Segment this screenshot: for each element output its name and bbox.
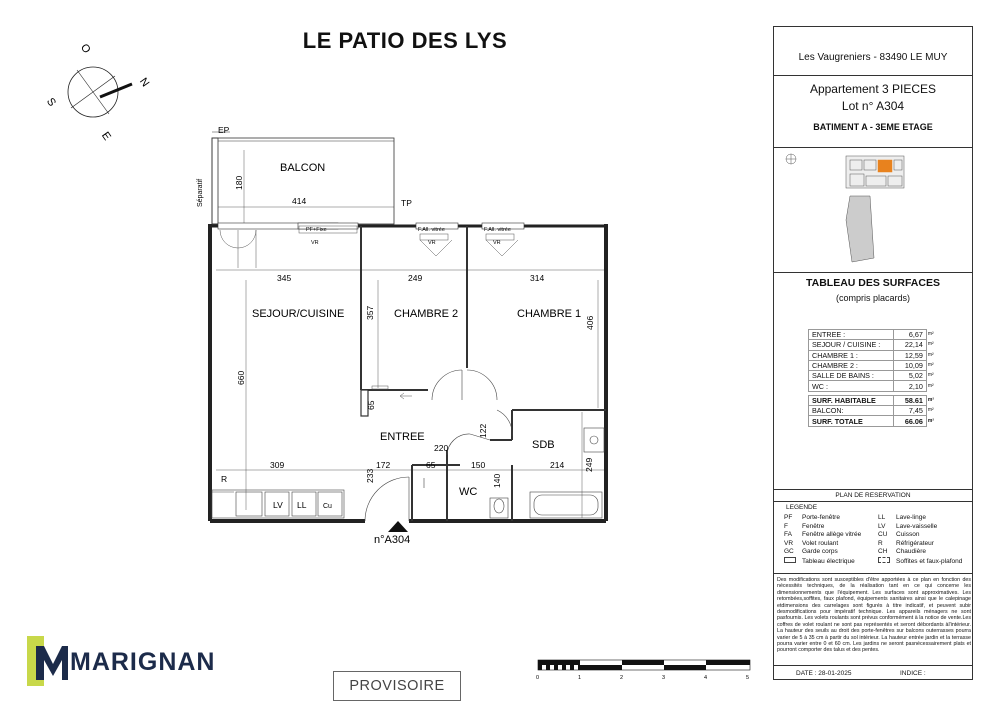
fridge-label: R	[221, 474, 228, 484]
separatif-label: Séparatif	[197, 178, 204, 207]
surfaces-subtitle: (compris placards)	[835, 293, 911, 303]
surface-label: SEJOUR / CUISINE :	[809, 340, 894, 350]
compass-s: S	[43, 95, 59, 109]
surface-row	[809, 381, 936, 391]
legend-right	[878, 514, 962, 567]
dim-249b: 249	[584, 457, 594, 472]
bathroom-fixtures	[424, 428, 604, 518]
legend-text: Tableau électrique	[802, 557, 855, 565]
marignan-logo-icon	[27, 636, 68, 686]
plan-indice: INDICE :	[900, 670, 926, 677]
legend-code: LV	[878, 522, 886, 530]
legend-text: Lave-linge	[896, 514, 926, 521]
surfaces-title: TABLEAU DES SURFACES	[806, 277, 940, 289]
legend-code: PF	[784, 514, 793, 521]
scale-tick-2: 2	[620, 675, 624, 681]
surface-row	[809, 371, 936, 381]
balcon-label: BALCON:	[809, 406, 894, 416]
dim-660: 660	[236, 370, 246, 385]
dim-65-vertical: 65	[366, 400, 376, 410]
dim-414: 414	[292, 196, 307, 206]
legend-item	[878, 523, 962, 532]
surface-value: 6,67	[893, 330, 926, 340]
fall-vitree-1: F.All. vitrée	[418, 227, 445, 233]
legend-code: CH	[878, 548, 888, 556]
habitable-label: SURF. HABITABLE	[809, 395, 894, 405]
surface-row	[809, 350, 936, 360]
surface-value: 22,14	[893, 340, 926, 350]
ll-label: LL	[297, 500, 307, 510]
room-entree: ENTREE	[380, 431, 425, 443]
info-panel	[773, 26, 973, 680]
pf-fixe-label: PF+Fixe	[306, 227, 327, 233]
totale-row	[809, 416, 936, 426]
surface-label: CHAMBRE 2 :	[809, 360, 894, 370]
legend-code: LL	[878, 514, 886, 521]
panel-icon	[784, 557, 802, 567]
surface-unit: m²	[927, 382, 934, 389]
surface-label: ENTREE :	[809, 330, 894, 340]
legend-text: Chaudière	[896, 548, 926, 556]
balcon-value: 7,45	[893, 406, 926, 416]
dim-140: 140	[492, 473, 502, 488]
legend-title: LEGENDE	[786, 504, 818, 511]
legend-code: GC	[784, 548, 794, 556]
legend-item	[878, 514, 962, 523]
compass-icon	[44, 42, 151, 143]
disclaimer-notes: Des modifications sont susceptibles d'être apportées à ce plan en fonction des nécessités techniques, de la réalisation tant en ce qui concerne les dimensionnements que l'équipement. Les surfaces sont approximatives. Les retombées,soffites, faux plafond, équipements sanitaires ainsi que le calepinage etdimensions des carrelages sont figurés à titre indicatif, et peuvent subir desmodifications pour impératif technique. Les appareils ménagers ne sont pasfournis. Les volets roulants sont prévus conformément à la notice de vente.Les coffres de volet roulant ne sont pas représentés et seront débordants àl'intérieur. La hauteur des seuils au droit des porte-fenêtres sur balcons outerrasses pourra varier de 5 à 35 cm à partir du sol intérieur. La hauteur entrée jardin et la terrasse pourra varier entre 0 et 60 cm. Les jardins ne seront pasnécessairement plats et pourront comporter des talus et des pentes.	[777, 577, 971, 654]
legend-code: F	[784, 522, 788, 530]
room-sdb: SDB	[532, 439, 555, 451]
legend-left	[784, 514, 861, 567]
legend-code: FA	[784, 531, 792, 539]
legend-text: Garde corps	[802, 548, 838, 556]
reservation-title: PLAN DE RESERVATION	[835, 492, 911, 499]
room-chambre1: CHAMBRE 1	[517, 308, 582, 320]
surface-value: 10,09	[893, 360, 926, 370]
legend-text: Porte-fenêtre	[802, 514, 840, 521]
dim-220: 220	[434, 443, 449, 453]
room-balcon: BALCON	[280, 162, 326, 174]
surface-unit: m²	[927, 341, 934, 348]
surface-unit: m²	[927, 372, 934, 379]
scale-bar	[536, 660, 750, 681]
legend-item	[784, 523, 861, 532]
dim-406: 406	[585, 315, 595, 330]
balcon-unit: m²	[927, 407, 934, 414]
scale-tick-0: 0	[536, 675, 540, 681]
address: Les Vaugreniers - 83490 LE MUY	[798, 52, 948, 63]
compass-e: E	[98, 129, 114, 143]
cu-label: Cu	[323, 503, 332, 510]
dim-233: 233	[365, 468, 375, 483]
brand-logo-text: MARIGNAN	[70, 648, 216, 676]
surfaces-table	[808, 329, 936, 427]
project-title: LE PATIO DES LYS	[302, 28, 508, 53]
legend-item	[878, 548, 962, 557]
surface-unit: m²	[927, 351, 934, 358]
legend-item	[784, 548, 861, 557]
legend-item	[784, 514, 861, 523]
legend-code: VR	[784, 539, 794, 547]
compass-o: O	[77, 41, 93, 56]
legend-text: Réfrigérateur	[896, 539, 934, 547]
legend-text: Fenêtre allège vitrée	[802, 531, 862, 539]
plan-date: DATE : 28-01-2025	[796, 670, 852, 677]
surface-row	[809, 360, 936, 370]
window-swings	[220, 230, 518, 268]
surface-label: CHAMBRE 1 :	[809, 350, 894, 360]
totale-unit: m²	[927, 417, 934, 424]
compass-n: N	[136, 75, 152, 90]
surface-unit: m²	[927, 331, 934, 338]
interior-walls	[361, 226, 606, 521]
dim-180: 180	[234, 175, 244, 190]
legend-text: Volet roulant	[802, 539, 839, 547]
totale-value: 66.06	[893, 416, 926, 426]
dim-309: 309	[270, 460, 285, 470]
surface-label: WC :	[809, 381, 894, 391]
exterior-walls	[210, 224, 606, 521]
dim-122: 122	[478, 423, 488, 438]
habitable-row	[809, 395, 936, 405]
surface-unit: m²	[927, 362, 934, 369]
lot-marker: n°A304	[374, 534, 411, 546]
apartment-type: Appartement 3 PIECES	[809, 82, 937, 96]
legend-item	[784, 531, 861, 540]
dim-65: 65	[426, 460, 436, 470]
scale-tick-1: 1	[578, 675, 582, 681]
vr-label-2: VR	[428, 240, 436, 246]
room-sejour: SEJOUR/CUISINE	[252, 308, 345, 320]
dim-357: 357	[365, 305, 375, 320]
scale-tick-3: 3	[662, 675, 666, 681]
legend-item	[784, 540, 861, 549]
legend-text: Soffites et faux-plafond	[896, 557, 963, 565]
fall-vitree-2: F.All. vitrée	[484, 227, 511, 233]
surface-label: SALLE DE BAINS :	[809, 371, 894, 381]
dim-214: 214	[550, 460, 565, 470]
tp-label: TP	[401, 198, 412, 208]
legend-code: CU	[878, 531, 888, 539]
scale-tick-4: 4	[704, 675, 708, 681]
soffite-icon	[878, 557, 896, 567]
legend-text: Cuisson	[896, 531, 920, 539]
entry-marker-icon	[388, 521, 408, 532]
room-chambre2: CHAMBRE 2	[394, 308, 459, 320]
building-floor: BATIMENT A - 3EME ETAGE	[813, 122, 933, 132]
habitable-unit: m²	[927, 396, 934, 403]
surface-row	[809, 340, 936, 350]
ep-label: EP	[218, 125, 230, 135]
dim-345: 345	[277, 273, 292, 283]
lv-label: LV	[273, 500, 283, 510]
provisoire-stamp: PROVISOIRE	[333, 671, 461, 701]
dim-150: 150	[471, 460, 486, 470]
totale-label: SURF. TOTALE	[809, 416, 894, 426]
scale-tick-5: 5	[746, 675, 750, 681]
dim-314: 314	[530, 273, 545, 283]
dim-249a: 249	[408, 273, 423, 283]
legend-item	[878, 540, 962, 549]
legend-text: Lave-vaisselle	[896, 522, 938, 530]
room-wc: WC	[459, 486, 478, 498]
surface-row	[809, 330, 936, 340]
legend-text: Fenêtre	[802, 522, 825, 530]
habitable-value: 58.61	[893, 395, 926, 405]
surface-value: 2,10	[893, 381, 926, 391]
dim-172: 172	[376, 460, 391, 470]
lot-number: Lot n° A304	[841, 99, 905, 113]
vr-label-3: VR	[493, 240, 501, 246]
surface-value: 12,59	[893, 350, 926, 360]
legend-item	[784, 557, 861, 567]
vr-label-1: VR	[311, 240, 319, 246]
legend-item	[878, 557, 962, 567]
legend-item	[878, 531, 962, 540]
balcon-row	[809, 406, 936, 416]
legend-code: R	[878, 539, 883, 547]
surface-value: 5,02	[893, 371, 926, 381]
